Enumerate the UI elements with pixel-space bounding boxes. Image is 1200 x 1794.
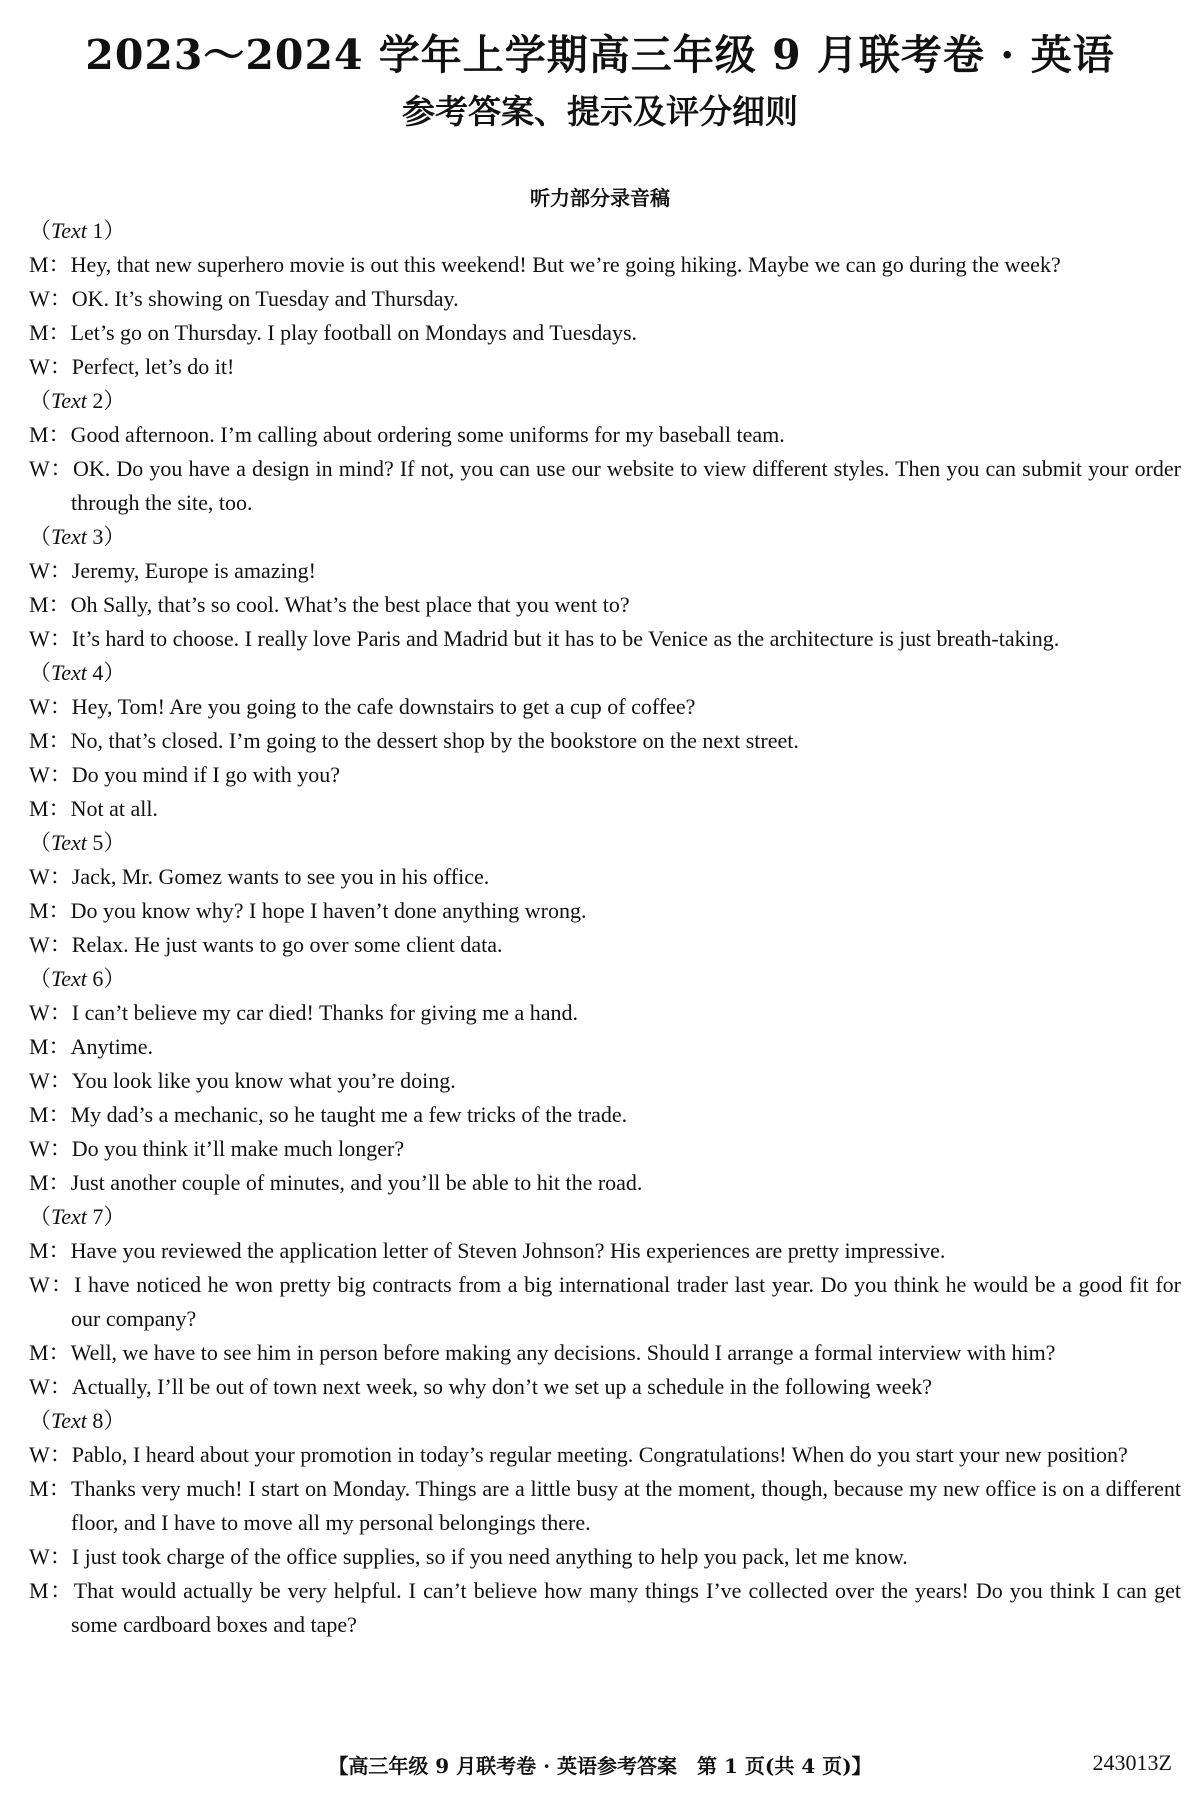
text-label-number: 2） bbox=[86, 388, 126, 413]
dialogue-line bbox=[29, 1098, 1181, 1132]
text-label-prefix: （ bbox=[29, 1204, 52, 1229]
speaker-label: M： bbox=[29, 1578, 74, 1603]
dialogue-text: Let’s go on Thursday. I play football on Mondays and Tuesdays. bbox=[70, 320, 638, 345]
speaker-label: W： bbox=[29, 626, 72, 651]
page-title: 2023～2024 学年上学期高三年级 9 月联考卷 · 英语 bbox=[85, 31, 1115, 79]
speaker-label: W： bbox=[29, 1000, 72, 1025]
dialogue-text: Pablo, I heard about your promotion in today’s regular meeting. Congratulations! When do you start your new position? bbox=[71, 1442, 1128, 1467]
dialogue-line bbox=[29, 316, 1181, 350]
dialogue-text: Hey, Tom! Are you going to the cafe downstairs to get a cup of coffee? bbox=[71, 694, 696, 719]
speaker-label: W： bbox=[29, 1442, 72, 1467]
dialogue-line bbox=[29, 1234, 1181, 1268]
speaker-label: W： bbox=[29, 694, 72, 719]
speaker-label: M： bbox=[29, 898, 71, 923]
speaker-label: W： bbox=[29, 1068, 72, 1093]
dialogue-text: Actually, I’ll be out of town next week, so why don’t we set up a schedule in the following week? bbox=[71, 1374, 932, 1399]
text-label-prefix: （ bbox=[29, 830, 52, 855]
text-label bbox=[29, 962, 1181, 996]
dialogue-text: Have you reviewed the application letter of Steven Johnson? His experiences are pretty impressive. bbox=[70, 1238, 946, 1263]
dialogue-text: Do you know why? I hope I haven’t done anything wrong. bbox=[70, 898, 587, 923]
text-label bbox=[29, 214, 1181, 248]
speaker-label: W： bbox=[29, 456, 73, 481]
dialogue-line bbox=[29, 350, 1181, 384]
dialogue-line bbox=[29, 282, 1181, 316]
dialogue-line bbox=[29, 928, 1181, 962]
dialogue-text: You look like you know what you’re doing. bbox=[71, 1068, 456, 1093]
dialogue-text: Well, we have to see him in person before making any decisions. Should I arrange a formal interview with him? bbox=[70, 1340, 1056, 1365]
speaker-label: W： bbox=[29, 354, 72, 379]
speaker-label: W： bbox=[29, 1272, 75, 1297]
text-label-word: Text bbox=[51, 830, 87, 855]
text-label-word: Text bbox=[51, 524, 87, 549]
text-label-prefix: （ bbox=[29, 660, 52, 685]
text-label-number: 4） bbox=[86, 660, 126, 685]
text-label-prefix: （ bbox=[29, 218, 52, 243]
section-heading: 听力部分录音稿 bbox=[530, 186, 670, 210]
dialogue-line bbox=[29, 1030, 1181, 1064]
text-label bbox=[29, 826, 1181, 860]
speaker-label: W： bbox=[29, 932, 72, 957]
dialogue-text: Perfect, let’s do it! bbox=[71, 354, 235, 379]
speaker-label: W： bbox=[29, 1136, 72, 1161]
speaker-label: W： bbox=[29, 1374, 72, 1399]
text-label bbox=[29, 656, 1181, 690]
speaker-label: W： bbox=[29, 1544, 72, 1569]
dialogue-text: Good afternoon. I’m calling about ordering some uniforms for my baseball team. bbox=[70, 422, 785, 447]
footer-page-info: 【高三年级 9 月联考卷 · 英语参考答案 第 1 页(共 4 页)】 bbox=[328, 1754, 872, 1778]
text-label-word: Text bbox=[51, 388, 87, 413]
dialogue-text: OK. It’s showing on Tuesday and Thursday. bbox=[71, 286, 459, 311]
dialogue-text: Jack, Mr. Gomez wants to see you in his office. bbox=[71, 864, 490, 889]
dialogue-line bbox=[29, 1472, 1181, 1540]
dialogue-text: That would actually be very helpful. I can’t believe how many things I’ve collected over the years! Do you think I can get some cardboard boxes and tape? bbox=[71, 1578, 1181, 1637]
dialogue-line bbox=[29, 1540, 1181, 1574]
dialogue-text: I just took charge of the office supplies, so if you need anything to help you pack, let me know. bbox=[71, 1544, 908, 1569]
text-label-word: Text bbox=[51, 966, 87, 991]
dialogue-line bbox=[29, 418, 1181, 452]
text-label bbox=[29, 1200, 1181, 1234]
dialogue-text: I have noticed he won pretty big contracts from a big international trader last year. Do you think he would be a good fit for our company? bbox=[71, 1272, 1182, 1331]
speaker-label: M： bbox=[29, 252, 71, 277]
speaker-label: M： bbox=[29, 796, 71, 821]
dialogue-text: Relax. He just wants to go over some client data. bbox=[71, 932, 503, 957]
text-label-prefix: （ bbox=[29, 388, 52, 413]
text-label-number: 1） bbox=[86, 218, 126, 243]
text-label-number: 6） bbox=[86, 966, 126, 991]
dialogue-text: Just another couple of minutes, and you’ll be able to hit the road. bbox=[70, 1170, 643, 1195]
text-label bbox=[29, 1404, 1181, 1438]
text-label-prefix: （ bbox=[29, 966, 52, 991]
text-label-word: Text bbox=[51, 1408, 87, 1433]
text-label-number: 5） bbox=[86, 830, 126, 855]
transcript bbox=[29, 214, 1181, 1642]
speaker-label: M： bbox=[29, 1476, 72, 1501]
speaker-label: M： bbox=[29, 1034, 71, 1059]
speaker-label: M： bbox=[29, 320, 71, 345]
dialogue-line bbox=[29, 690, 1181, 724]
text-label-prefix: （ bbox=[29, 1408, 52, 1433]
dialogue-line bbox=[29, 1268, 1181, 1336]
dialogue-line bbox=[29, 1370, 1181, 1404]
dialogue-text: I can’t believe my car died! Thanks for giving me a hand. bbox=[71, 1000, 579, 1025]
text-label-prefix: （ bbox=[29, 524, 52, 549]
text-label-number: 7） bbox=[86, 1204, 126, 1229]
dialogue-text: Jeremy, Europe is amazing! bbox=[71, 558, 316, 583]
text-label-word: Text bbox=[51, 1204, 87, 1229]
speaker-label: W： bbox=[29, 864, 72, 889]
dialogue-text: Do you mind if I go with you? bbox=[71, 762, 341, 787]
text-label-number: 8） bbox=[86, 1408, 126, 1433]
dialogue-line bbox=[29, 588, 1181, 622]
speaker-label: M： bbox=[29, 1340, 71, 1365]
speaker-label: W： bbox=[29, 762, 72, 787]
dialogue-line bbox=[29, 1574, 1181, 1642]
text-label bbox=[29, 520, 1181, 554]
dialogue-line bbox=[29, 724, 1181, 758]
speaker-label: M： bbox=[29, 1170, 71, 1195]
text-label-word: Text bbox=[51, 660, 87, 685]
dialogue-text: Hey, that new superhero movie is out this weekend! But we’re going hiking. Maybe we can go during the week? bbox=[70, 252, 1061, 277]
dialogue-text: OK. Do you have a design in mind? If not, you can use our website to view different styles. Then you can submit your order through the site, too. bbox=[71, 456, 1181, 515]
dialogue-text: Oh Sally, that’s so cool. What’s the best place that you went to? bbox=[70, 592, 630, 617]
dialogue-line bbox=[29, 758, 1181, 792]
speaker-label: M： bbox=[29, 422, 71, 447]
dialogue-line bbox=[29, 894, 1181, 928]
dialogue-line bbox=[29, 792, 1181, 826]
dialogue-text: Do you think it’ll make much longer? bbox=[71, 1136, 405, 1161]
dialogue-line bbox=[29, 860, 1181, 894]
dialogue-line bbox=[29, 1132, 1181, 1166]
dialogue-line bbox=[29, 554, 1181, 588]
dialogue-text: Thanks very much! I start on Monday. Things are a little busy at the moment, though, because my new office is on a different floor, and I have to move all my personal belongings there. bbox=[71, 1476, 1181, 1535]
speaker-label: M： bbox=[29, 1102, 71, 1127]
text-label-number: 3） bbox=[86, 524, 126, 549]
speaker-label: M： bbox=[29, 592, 71, 617]
dialogue-line bbox=[29, 452, 1181, 520]
speaker-label: M： bbox=[29, 728, 71, 753]
text-label-word: Text bbox=[51, 218, 87, 243]
dialogue-line bbox=[29, 996, 1181, 1030]
speaker-label: M： bbox=[29, 1238, 71, 1263]
dialogue-text: Anytime. bbox=[70, 1034, 154, 1059]
dialogue-line bbox=[29, 1064, 1181, 1098]
text-label bbox=[29, 384, 1181, 418]
dialogue-text: My dad’s a mechanic, so he taught me a few tricks of the trade. bbox=[70, 1102, 628, 1127]
speaker-label: W： bbox=[29, 286, 72, 311]
dialogue-line bbox=[29, 1336, 1181, 1370]
dialogue-line bbox=[29, 248, 1181, 282]
dialogue-text: No, that’s closed. I’m going to the dessert shop by the bookstore on the next street. bbox=[70, 728, 799, 753]
speaker-label: W： bbox=[29, 558, 72, 583]
dialogue-line bbox=[29, 622, 1181, 656]
dialogue-line bbox=[29, 1438, 1181, 1472]
page-subtitle: 参考答案、提示及评分细则 bbox=[402, 92, 798, 131]
footer-code: 243013Z bbox=[1092, 1750, 1172, 1775]
dialogue-line bbox=[29, 1166, 1181, 1200]
dialogue-text: It’s hard to choose. I really love Paris and Madrid but it has to be Venice as the architecture is just breath-taking. bbox=[71, 626, 1060, 651]
dialogue-text: Not at all. bbox=[70, 796, 158, 821]
